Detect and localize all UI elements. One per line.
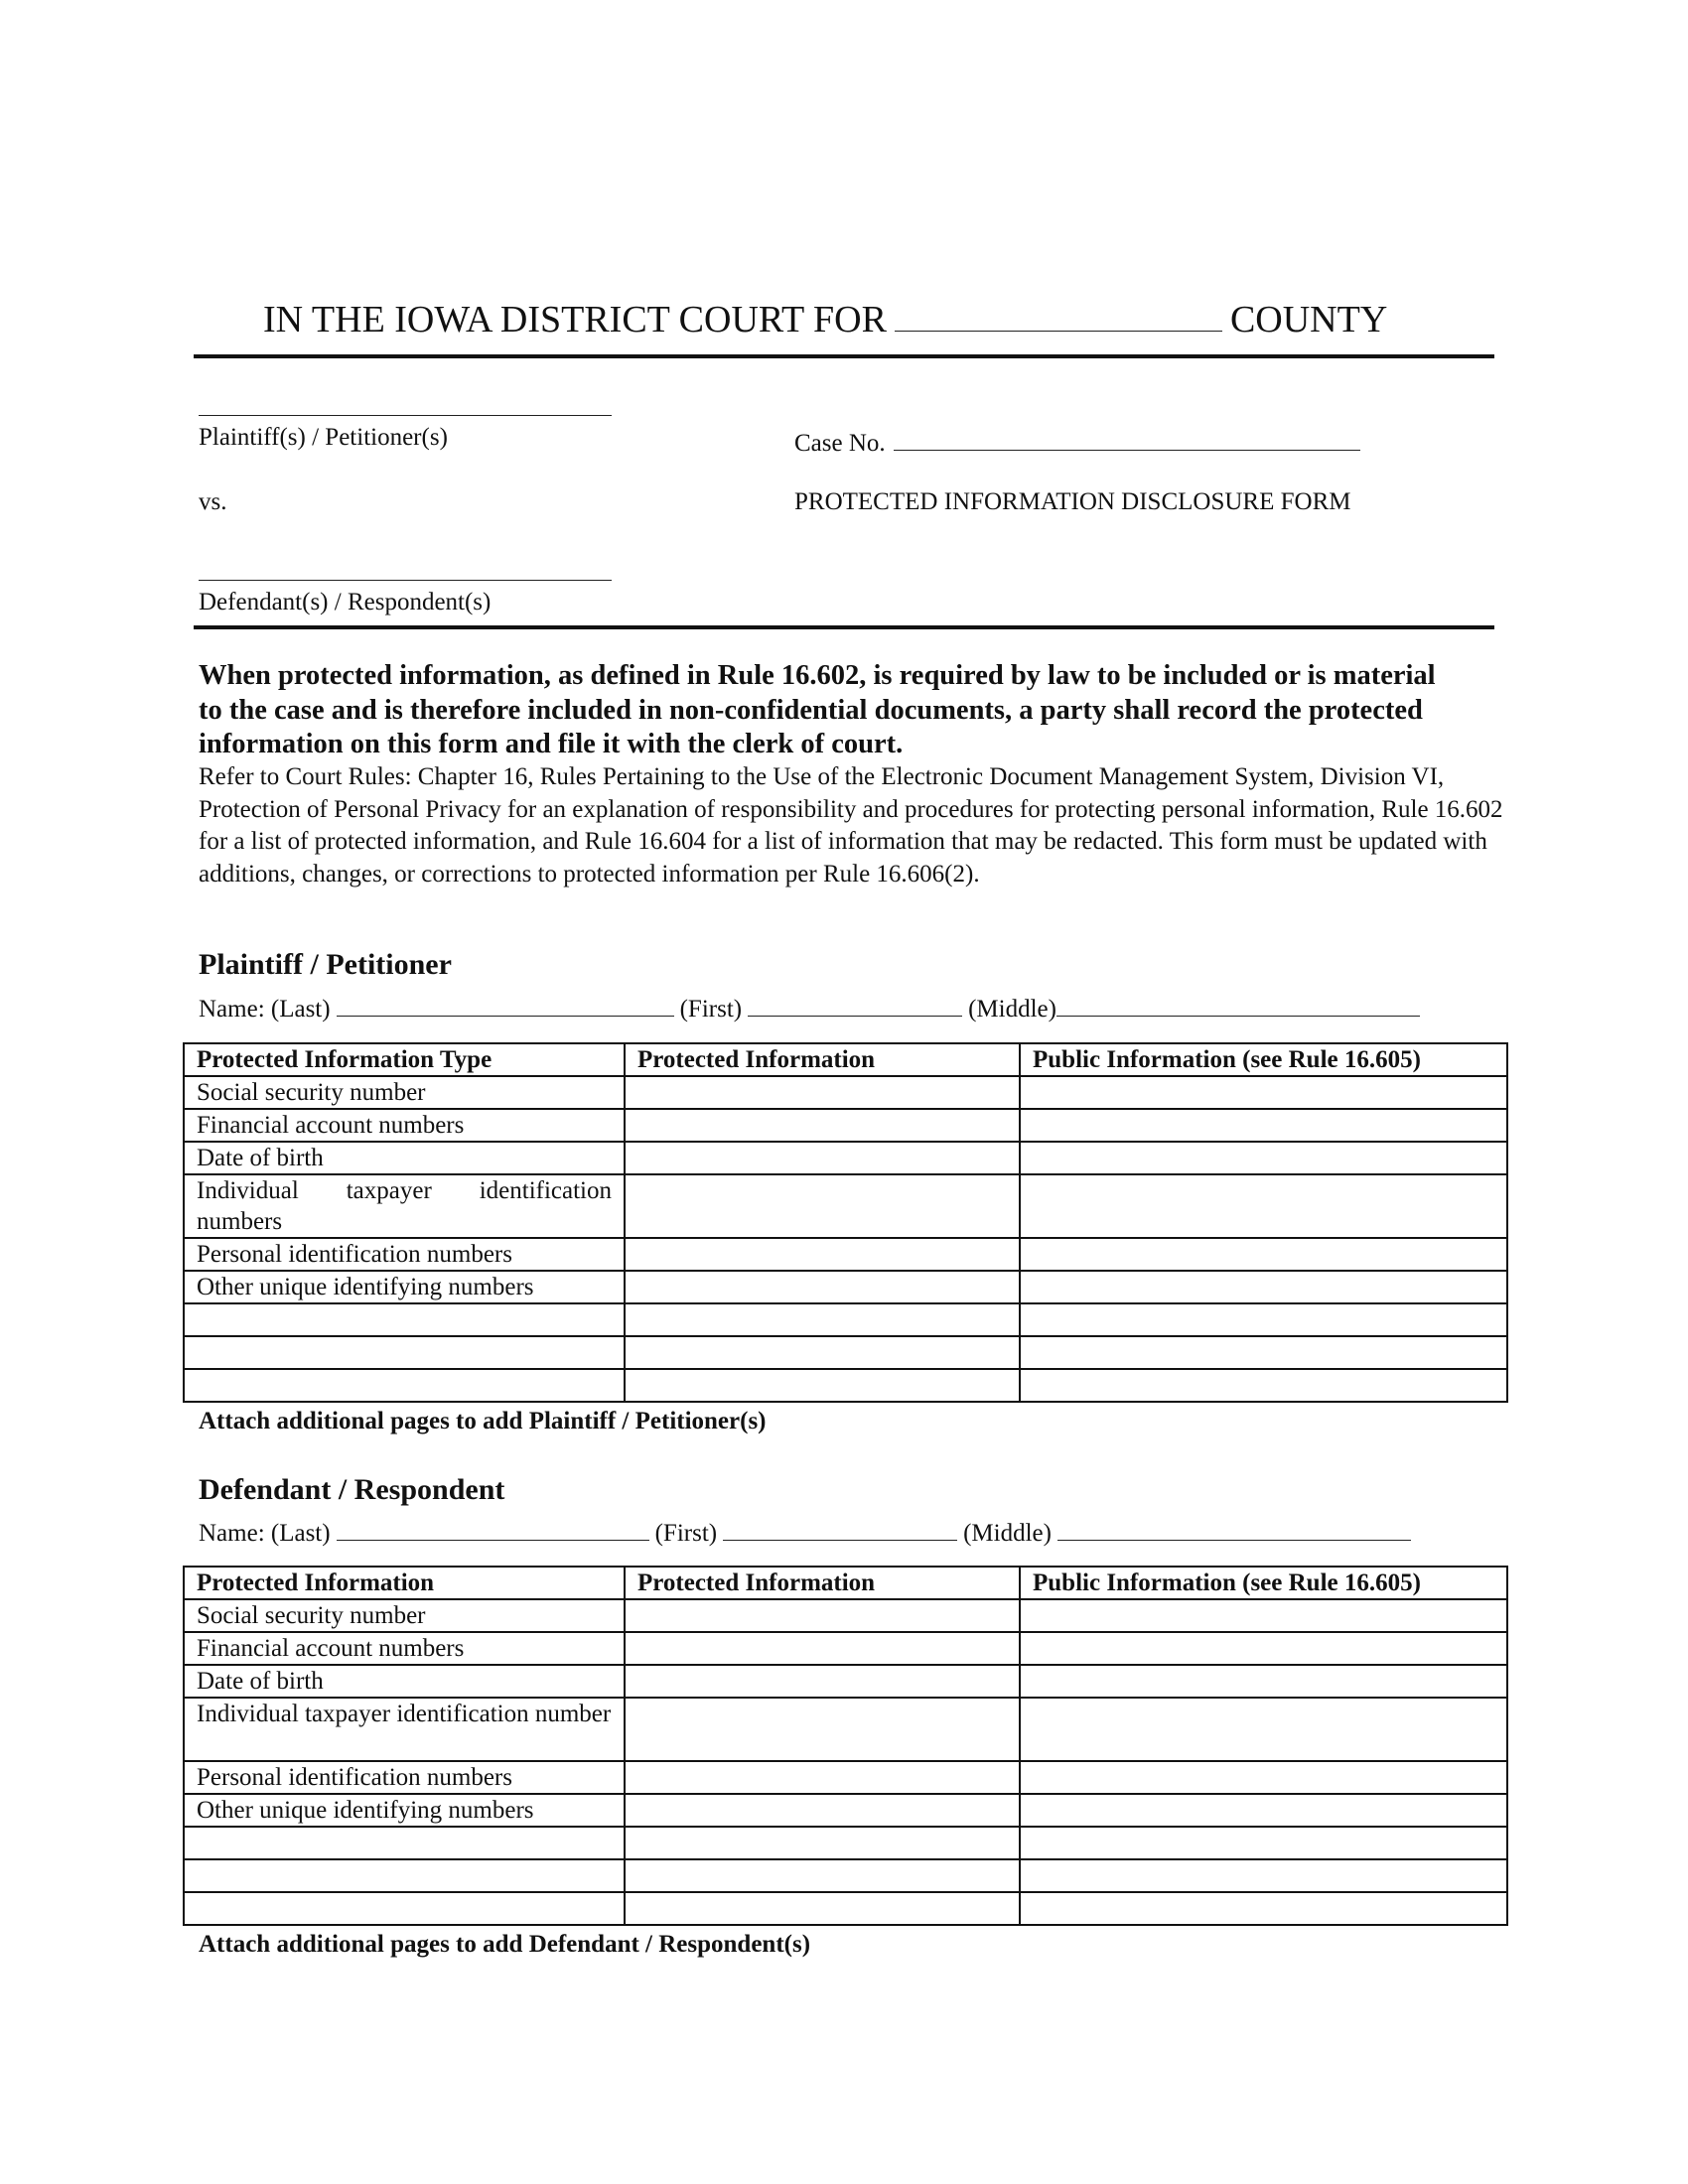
public-info-cell[interactable] (1020, 1271, 1507, 1303)
plaintiff-middle-label: (Middle) (968, 996, 1056, 1023)
court-title-suffix: COUNTY (1229, 299, 1388, 341)
table-row (184, 1599, 1507, 1632)
table-row (184, 1076, 1507, 1109)
versus-label: vs. (199, 488, 227, 515)
county-field[interactable] (895, 305, 1222, 332)
case-no (794, 424, 1360, 458)
protected-info-cell[interactable] (625, 1698, 1020, 1761)
column-header: Public Information (see Rule 16.605) (1020, 1567, 1507, 1599)
table-row (184, 1336, 1507, 1369)
plaintiff-first-label: (First) (679, 996, 743, 1023)
defendant-middle-label: (Middle) (963, 1520, 1052, 1547)
protected-info-cell[interactable] (625, 1599, 1020, 1632)
info-type-cell[interactable] (184, 1369, 625, 1402)
info-type-cell: Individual taxpayer identification numbers (184, 1174, 625, 1238)
info-type-cell: Individual taxpayer identification number (184, 1698, 625, 1761)
case-no-field[interactable] (894, 424, 1360, 451)
protected-info-cell[interactable] (625, 1827, 1020, 1859)
form-title: PROTECTED INFORMATION DISCLOSURE FORM (794, 488, 1351, 515)
info-type-cell: Other unique identifying numbers (184, 1271, 625, 1303)
plaintiff-last-label: Name: (Last) (199, 996, 331, 1023)
case-no-label: Case No. (794, 430, 886, 457)
protected-info-cell[interactable] (625, 1271, 1020, 1303)
protected-info-cell[interactable] (625, 1761, 1020, 1794)
table-row (184, 1761, 1507, 1794)
table-row (184, 1238, 1507, 1271)
public-info-cell[interactable] (1020, 1303, 1507, 1336)
defendant-first-label: (First) (654, 1520, 718, 1547)
info-type-cell: Personal identification numbers (184, 1238, 625, 1271)
info-type-cell: Social security number (184, 1076, 625, 1109)
info-type-cell[interactable] (184, 1303, 625, 1336)
table-row (184, 1632, 1507, 1665)
defendant-last-field[interactable] (337, 1514, 649, 1541)
defendant-middle-field[interactable] (1057, 1514, 1411, 1541)
public-info-cell[interactable] (1020, 1076, 1507, 1109)
public-info-cell[interactable] (1020, 1369, 1507, 1402)
parties-rule (194, 625, 1494, 629)
column-header: Public Information (see Rule 16.605) (1020, 1043, 1507, 1076)
info-type-cell[interactable] (184, 1827, 625, 1859)
defendant-section-heading: Defendant / Respondent (199, 1473, 505, 1506)
protected-info-cell[interactable] (625, 1174, 1020, 1238)
protected-info-cell[interactable] (625, 1369, 1020, 1402)
table-row (184, 1698, 1507, 1761)
table-row (184, 1859, 1507, 1892)
protected-info-cell[interactable] (625, 1892, 1020, 1925)
public-info-cell[interactable] (1020, 1698, 1507, 1761)
protected-info-cell[interactable] (625, 1142, 1020, 1174)
info-type-cell[interactable] (184, 1859, 625, 1892)
public-info-cell[interactable] (1020, 1632, 1507, 1665)
notice-bold-text: When protected information, as defined in Rule 16.602, is required by law to be included or is material to the case and is therefore included in non-confidential documents, a party shall record the protected information on this form and file it with the clerk of court. (199, 660, 1436, 759)
defendant-name-line (199, 1514, 1417, 1548)
info-type-cell: Other unique identifying numbers (184, 1794, 625, 1827)
protected-info-cell[interactable] (625, 1336, 1020, 1369)
info-type-cell[interactable] (184, 1892, 625, 1925)
plaintiff-attach-note: Attach additional pages to add Plaintiff / Petitioner(s) (199, 1408, 767, 1434)
plaintiff-middle-field[interactable] (1056, 990, 1420, 1017)
column-header: Protected Information Type (184, 1043, 625, 1076)
plaintiff-table (183, 1042, 1508, 1403)
public-info-cell[interactable] (1020, 1665, 1507, 1698)
table-header-row (184, 1567, 1507, 1599)
info-type-cell: Social security number (184, 1599, 625, 1632)
info-type-cell: Personal identification numbers (184, 1761, 625, 1794)
column-header: Protected Information (184, 1567, 625, 1599)
protected-info-cell[interactable] (625, 1076, 1020, 1109)
defendant-last-label: Name: (Last) (199, 1520, 331, 1547)
public-info-cell[interactable] (1020, 1859, 1507, 1892)
protected-info-cell[interactable] (625, 1632, 1020, 1665)
court-title-prefix: IN THE IOWA DISTRICT COURT FOR (263, 299, 887, 341)
public-info-cell[interactable] (1020, 1174, 1507, 1238)
info-type-cell: Financial account numbers (184, 1109, 625, 1142)
plaintiff-name-line (199, 990, 1426, 1024)
public-info-cell[interactable] (1020, 1336, 1507, 1369)
public-info-cell[interactable] (1020, 1599, 1507, 1632)
public-info-cell[interactable] (1020, 1238, 1507, 1271)
table-row (184, 1142, 1507, 1174)
table-row (184, 1892, 1507, 1925)
table-row (184, 1827, 1507, 1859)
protected-info-cell[interactable] (625, 1794, 1020, 1827)
court-title (263, 298, 1387, 341)
column-header: Protected Information (625, 1567, 1020, 1599)
plaintiff-section-heading: Plaintiff / Petitioner (199, 948, 452, 981)
info-type-cell: Financial account numbers (184, 1632, 625, 1665)
protected-info-cell[interactable] (625, 1665, 1020, 1698)
table-row (184, 1794, 1507, 1827)
plaintiff-name-field[interactable] (199, 415, 612, 416)
info-type-cell[interactable] (184, 1336, 625, 1369)
protected-info-cell[interactable] (625, 1859, 1020, 1892)
table-row (184, 1369, 1507, 1402)
defendant-name-field[interactable] (199, 580, 612, 581)
column-header: Protected Information (625, 1043, 1020, 1076)
public-info-cell[interactable] (1020, 1794, 1507, 1827)
public-info-cell[interactable] (1020, 1827, 1507, 1859)
table-row (184, 1665, 1507, 1698)
public-info-cell[interactable] (1020, 1142, 1507, 1174)
defendant-table (183, 1566, 1508, 1926)
defendant-attach-note: Attach additional pages to add Defendant / Respondent(s) (199, 1931, 811, 1958)
defendant-label: Defendant(s) / Respondent(s) (199, 589, 492, 615)
info-type-cell: Date of birth (184, 1665, 625, 1698)
protected-info-cell[interactable] (625, 1303, 1020, 1336)
notice-body-text: Refer to Court Rules: Chapter 16, Rules Pertaining to the Use of the Electronic Document Management System, Division VI, Protection of Personal Privacy for an explanation of responsibility and procedures for protecting personal information, Rule 16.602 for a list of protected information, and Rule 16.604 for a list of information that may be redacted. This form must be updated with additions, changes, or corrections to protected information per Rule 16.606(2). (199, 763, 1503, 887)
table-row (184, 1109, 1507, 1142)
public-info-cell[interactable] (1020, 1109, 1507, 1142)
public-info-cell[interactable] (1020, 1892, 1507, 1925)
public-info-cell[interactable] (1020, 1761, 1507, 1794)
table-row (184, 1271, 1507, 1303)
plaintiff-last-field[interactable] (337, 990, 674, 1017)
table-row (184, 1303, 1507, 1336)
table-row (184, 1174, 1507, 1238)
protected-info-cell[interactable] (625, 1109, 1020, 1142)
plaintiff-label: Plaintiff(s) / Petitioner(s) (199, 424, 448, 451)
info-type-cell: Date of birth (184, 1142, 625, 1174)
table-header-row (184, 1043, 1507, 1076)
plaintiff-first-field[interactable] (748, 990, 962, 1017)
header-rule (194, 354, 1494, 358)
protected-info-cell[interactable] (625, 1238, 1020, 1271)
defendant-first-field[interactable] (723, 1514, 957, 1541)
